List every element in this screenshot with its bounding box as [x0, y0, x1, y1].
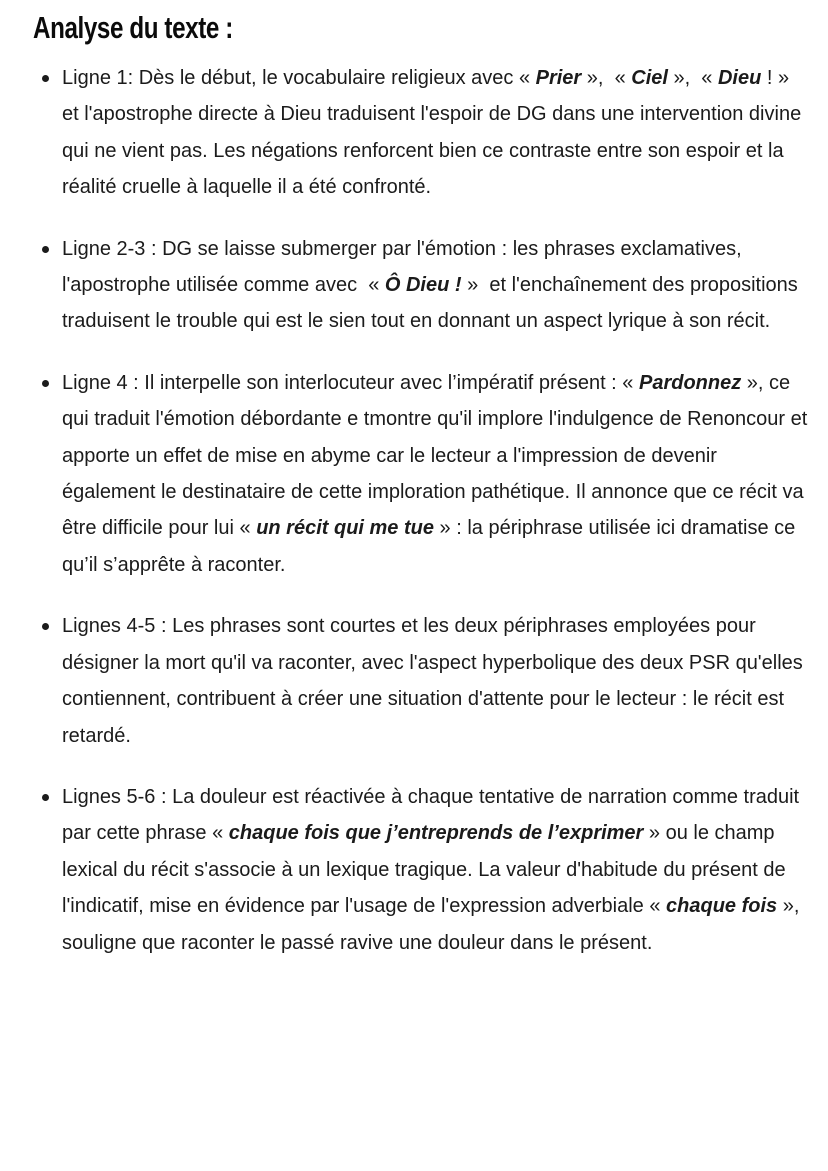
quoted-term: Ciel: [631, 67, 668, 89]
body-text: » : la périphrase utilisée ici dramatise ce qu’il s’apprête à raconter.: [62, 517, 801, 576]
body-text: Ligne 4 : Il interpelle son interlocuteur avec l’impératif présent : «: [62, 371, 639, 394]
quoted-term: chaque fois que j’entreprends de l’exprimer: [228, 822, 644, 845]
list-item: [42, 60, 812, 206]
body-text: ! » et l'apostrophe directe à Dieu traduisent l'espoir de DG dans une intervention divine qui ne vient pas. Les négations renforcent bien ce contraste entre son espoir et la réalité cruelle à laquelle il a été confronté.: [62, 67, 807, 199]
list-item: [42, 779, 812, 961]
page-title: Analyse du texte :: [33, 10, 233, 45]
body-text: », ce qui traduit l'émotion débordante e tmontre qu'il implore l'indulgence de Renoncour et apporte un effet de mise en abyme car le lecteur a l'impression de devenir également le destinataire de cette imploration pathétique. Il annonce que ce récit va être difficile pour lui «: [62, 371, 813, 540]
quoted-term: Pardonnez: [638, 371, 742, 394]
body-text: », «: [581, 67, 632, 89]
quoted-term: un récit qui me tue: [256, 517, 434, 540]
body-text: » ou le champ lexical du récit s'associe à un lexique tragique. La valeur d'habitude du présent de l'indicatif, mise en évidence par l'usage de l'expression adverbiale «: [62, 822, 792, 918]
body-text: Ligne 2-3 : DG se laisse submerger par l'émotion : les phrases exclamatives, l'apostrophe utilisée comme avec «: [62, 237, 748, 297]
body-text: », souligne que raconter le passé ravive une douleur dans le présent.: [62, 895, 805, 954]
list-item: [42, 608, 812, 754]
list-item: [42, 365, 812, 583]
body-text: » et l'enchaînement des propositions traduisent le trouble qui est le sien tout en donnant un aspect lyrique à son récit.: [62, 274, 804, 333]
body-text: Lignes 5-6 : La douleur est réactivée à chaque tentative de narration comme traduit par cette phrase «: [62, 785, 805, 845]
body-text: Lignes 4-5 : Les phrases sont courtes et les deux périphrases employées pour désigner la mort qu'il va raconter, avec l'aspect hyperbolique des deux PSR qu'elles contiennent, contribuent à créer une situation d'attente pour le lecteur : le récit est retardé.: [62, 615, 809, 747]
body-text: », «: [667, 67, 718, 89]
analysis-list: [33, 60, 812, 961]
quoted-term: Ô Dieu !: [384, 274, 462, 297]
quoted-term: Dieu: [717, 67, 762, 89]
body-text: Ligne 1: Dès le début, le vocabulaire religieux avec «: [62, 67, 536, 89]
list-item: [42, 231, 812, 340]
quoted-term: chaque fois: [666, 895, 778, 918]
quoted-term: Prier: [535, 67, 582, 89]
